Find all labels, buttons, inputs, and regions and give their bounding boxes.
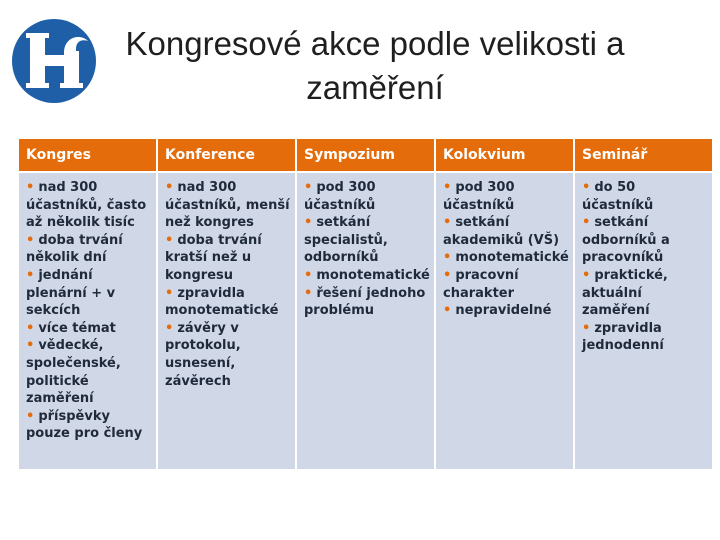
column-cell-sympozium: [297, 171, 436, 469]
list-item: • závěry v protokolu, usnesení, závěrech: [165, 320, 241, 389]
list-item: • jednání plenární + v sekcích: [26, 267, 116, 319]
list-item: • praktické, aktuální zaměření: [582, 267, 668, 319]
column-header-sympozium: Sympozium: [297, 139, 436, 171]
logo-graphic: [10, 17, 102, 105]
list-item: • setkání odborníků a pracovníků: [582, 215, 670, 266]
column-cell-konference: [158, 171, 297, 469]
list-item: • příspěvky pouze pro členy: [26, 408, 143, 442]
list-item: • nepravidelné: [443, 303, 552, 319]
list-item: • doba trvání kratší než u kongresu: [165, 232, 262, 283]
column-cell-seminar: [575, 171, 714, 469]
list-item: • více témat: [26, 320, 116, 336]
column-header-konference: Konference: [158, 139, 297, 171]
comparison-table: [19, 139, 714, 469]
column-header-seminar: Seminář: [575, 139, 714, 171]
slide-title: Kongresové akce podle velikosti a zaměření: [125, 25, 625, 106]
list-item: • pod 300 účastníků: [443, 180, 515, 213]
column-cell-kolokvium: [436, 171, 575, 469]
list-item: • nad 300 účastníků, často až několik tisíc: [26, 180, 147, 231]
list-item: • setkání akademiků (VŠ): [443, 215, 560, 248]
column-header-kolokvium: Kolokvium: [436, 139, 575, 171]
h-letter-logo: [10, 17, 102, 105]
column-header-kongres: Kongres: [19, 139, 158, 171]
list-item: • vědecké, společenské, politické zaměření: [26, 338, 121, 407]
list-item: • zpravidla jednodenní: [582, 320, 664, 354]
list-item: • nad 300 účastníků, menší než kongres: [165, 180, 290, 231]
list-item: • monotematické: [304, 267, 430, 283]
column-cell-kongres: [19, 171, 158, 469]
list-item: • doba trvání několik dní: [26, 232, 123, 266]
list-item: • monotematické: [443, 250, 569, 266]
list-item: • pod 300 účastníků: [304, 180, 376, 213]
list-item: • zpravidla monotematické: [165, 285, 279, 319]
list-item: • řešení jednoho problému: [304, 285, 426, 319]
list-item: • pracovní charakter: [443, 267, 519, 301]
list-item: • setkání specialistů, odborníků: [304, 215, 388, 266]
list-item: • do 50 účastníků: [582, 180, 654, 213]
